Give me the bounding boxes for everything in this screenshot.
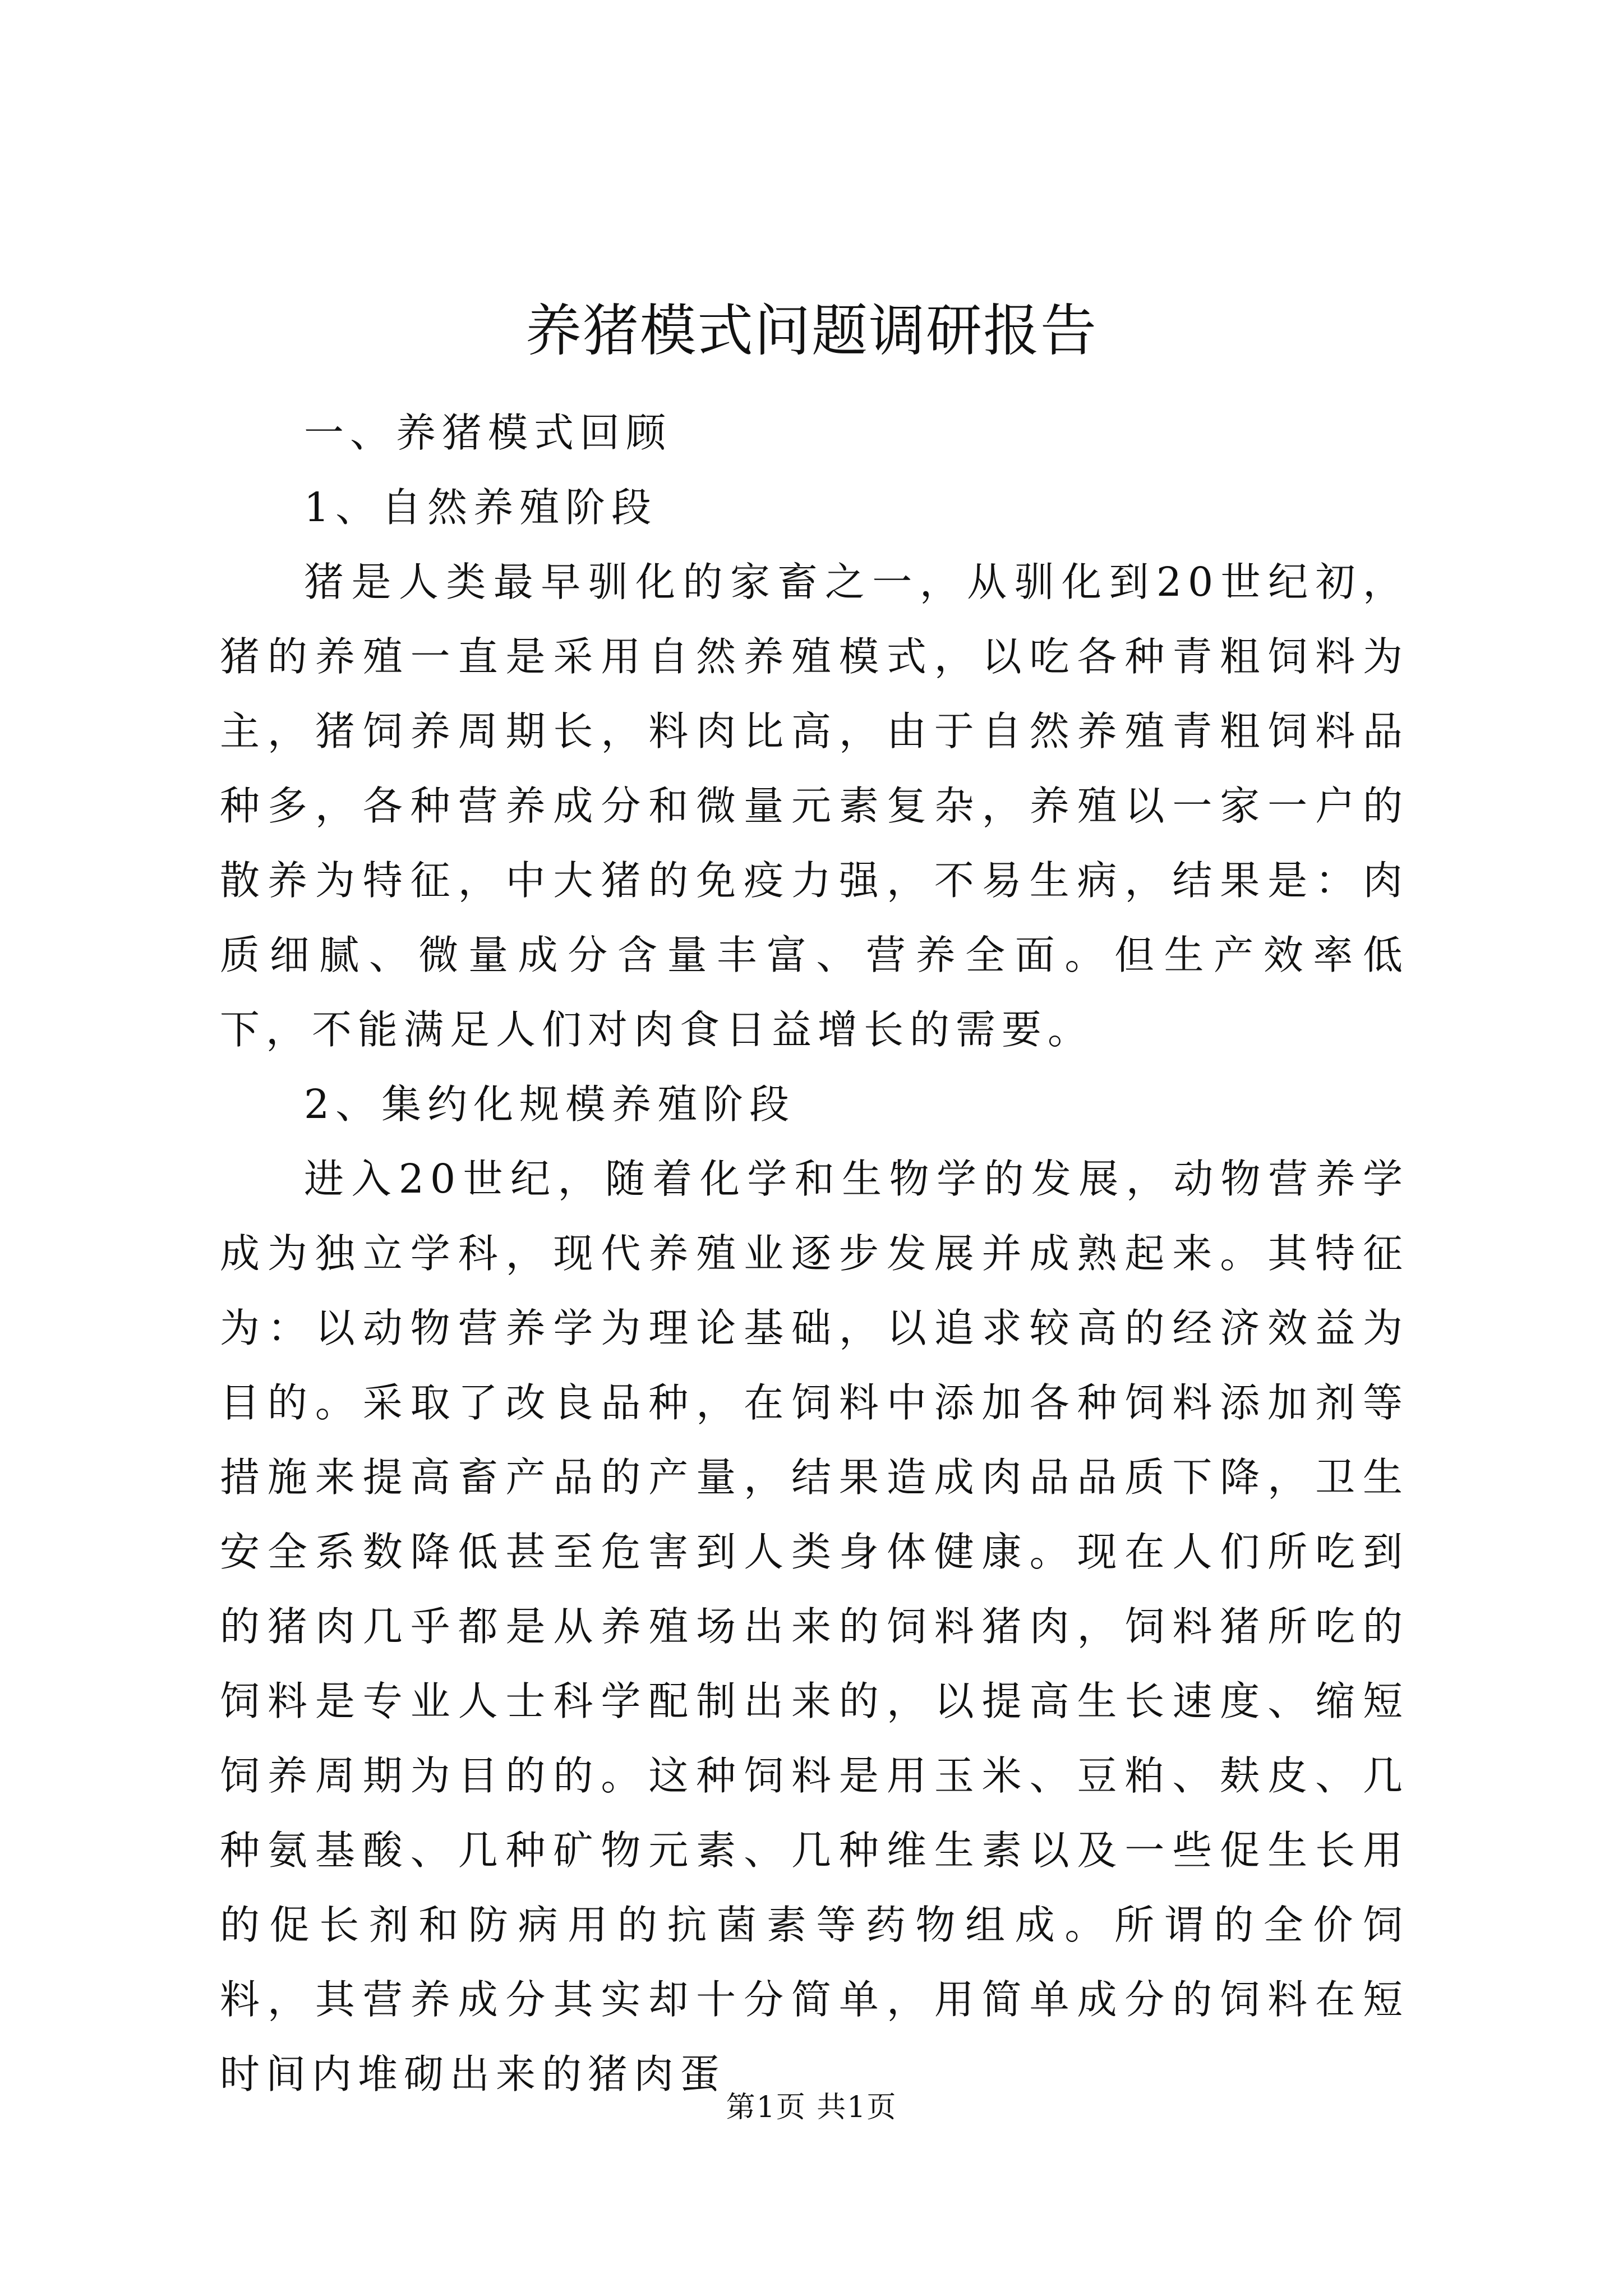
body-paragraph: 进入20世纪，随着化学和生物学的发展，动物营养学成为独立学科，现代养殖业逐步发展并成熟起来。其特征为：以动物营养学为理论基础，以追求较高的经济效益为目的。采取了改良品种，在饲料中添加各种饲料添加剂等措施来提高畜产品的产量，结果造成肉品品质下降，卫生安全系数降低甚至危害到人类身体健康。现在人们所吃到的猪肉几乎都是从养殖场出来的饲料猪肉，饲料猪所吃的饲料是专业人士科学配制出来的，以提高生长速度、缩短饲养周期为目的的。这种饲料是用玉米、豆粕、麸皮、几种氨基酸、几种矿物元素、几种维生素以及一些促生长用的促长剂和防病用的抗菌素等药物组成。所谓的全价饲料，其营养成分其实却十分简单，用简单成分的饲料在短时间内堆砌出来的猪肉蛋 (220, 1156, 1409, 2097)
body-paragraph: 猪是人类最早驯化的家畜之一，从驯化到20世纪初，猪的养殖一直是采用自然养殖模式，以吃各种青粗饲料为主，猪饲养周期长，料肉比高，由于自然养殖青粗饲料品种多，各种营养成分和微量元素复杂，养殖以一家一户的散养为特征，中大猪的免疫力强，不易生病，结果是：肉质细腻、微量成分含量丰富、营养全面。但生产效率低下，不能满足人们对肉食日益增长的需要。 (220, 559, 1409, 1053)
document-title: 养猪模式问题调研报告 (525, 298, 1098, 364)
subsection-heading: 2、集约化规模养殖阶段 (304, 1081, 796, 1128)
document-body (220, 395, 1409, 2111)
page-footer: 第1页 共1页 (726, 2091, 897, 2124)
subsection-heading: 1、自然养殖阶段 (304, 484, 658, 531)
section-heading: 一、养猪模式回顾 (304, 409, 672, 456)
